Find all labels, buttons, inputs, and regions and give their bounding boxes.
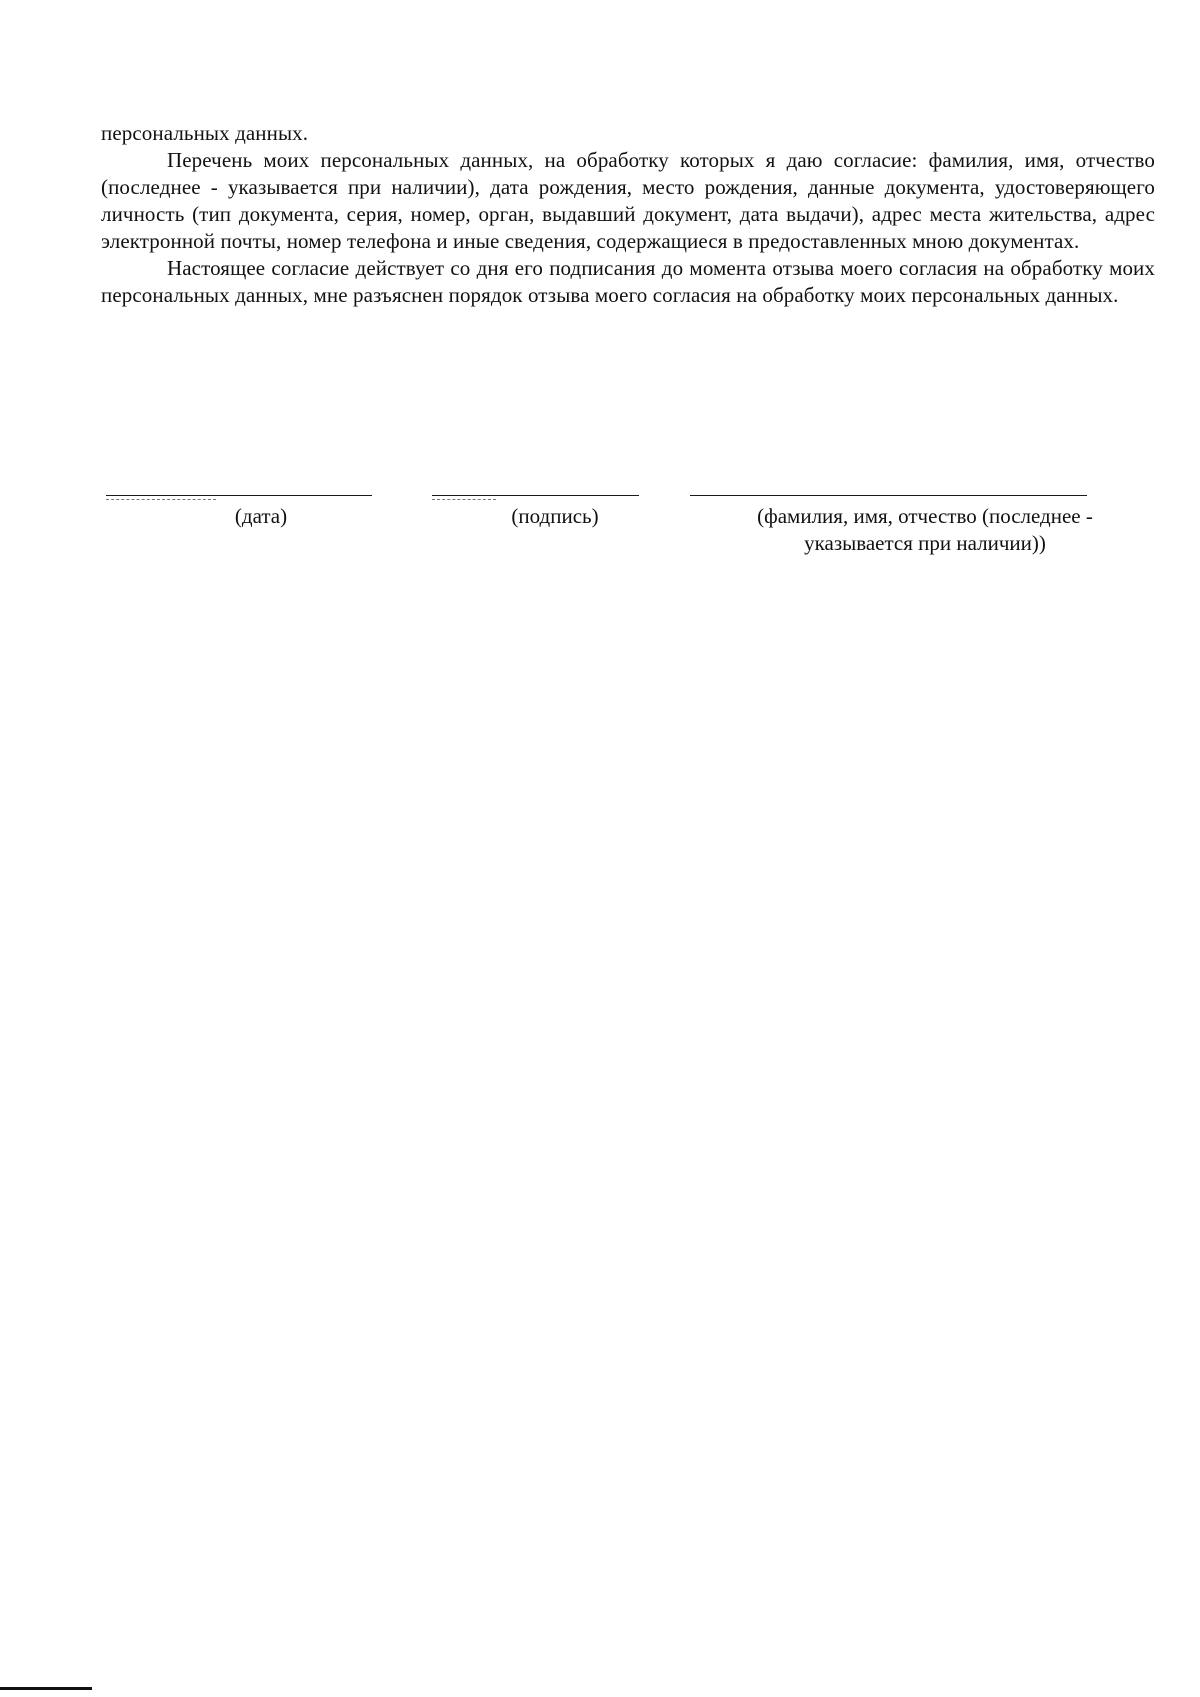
full-name-caption xyxy=(720,503,1130,557)
date-caption: (дата) xyxy=(234,504,288,528)
signature-caption: (подпись) xyxy=(511,504,599,528)
full-name-line xyxy=(690,495,1087,496)
page-corner-mark xyxy=(0,1687,92,1690)
consent-text xyxy=(101,120,1155,309)
date-line-dashes xyxy=(106,499,216,500)
date-signature-line xyxy=(106,495,372,496)
full-name-caption-line-2: указывается при наличии)) xyxy=(804,531,1046,555)
full-name-caption-line-1: (фамилия, имя, отчество (последнее - xyxy=(757,504,1093,528)
signature-line xyxy=(432,495,639,496)
paragraph-data-list: Перечень моих персональных данных, на обработку которых я даю согласие: фамилия, имя, отчество (последнее - указывается при наличии), дата рождения, место рождения, данные документа, удостоверяющего личность (тип документа, серия, номер, орган, выдавший документ, дата выдачи), адрес места жительства, адрес электронной почты, номер телефона и иные сведения, содержащиеся в предоставленных мною документах. xyxy=(101,148,1155,253)
signature-line-dashes xyxy=(432,499,496,500)
paragraph-validity: Настоящее согласие действует со дня его подписания до момента отзыва моего согласия на обработку моих персональных данных, мне разъяснен порядок отзыва моего согласия на обработку моих персональных данных. xyxy=(101,256,1155,307)
paragraph-continuation: персональных данных. xyxy=(101,121,309,145)
